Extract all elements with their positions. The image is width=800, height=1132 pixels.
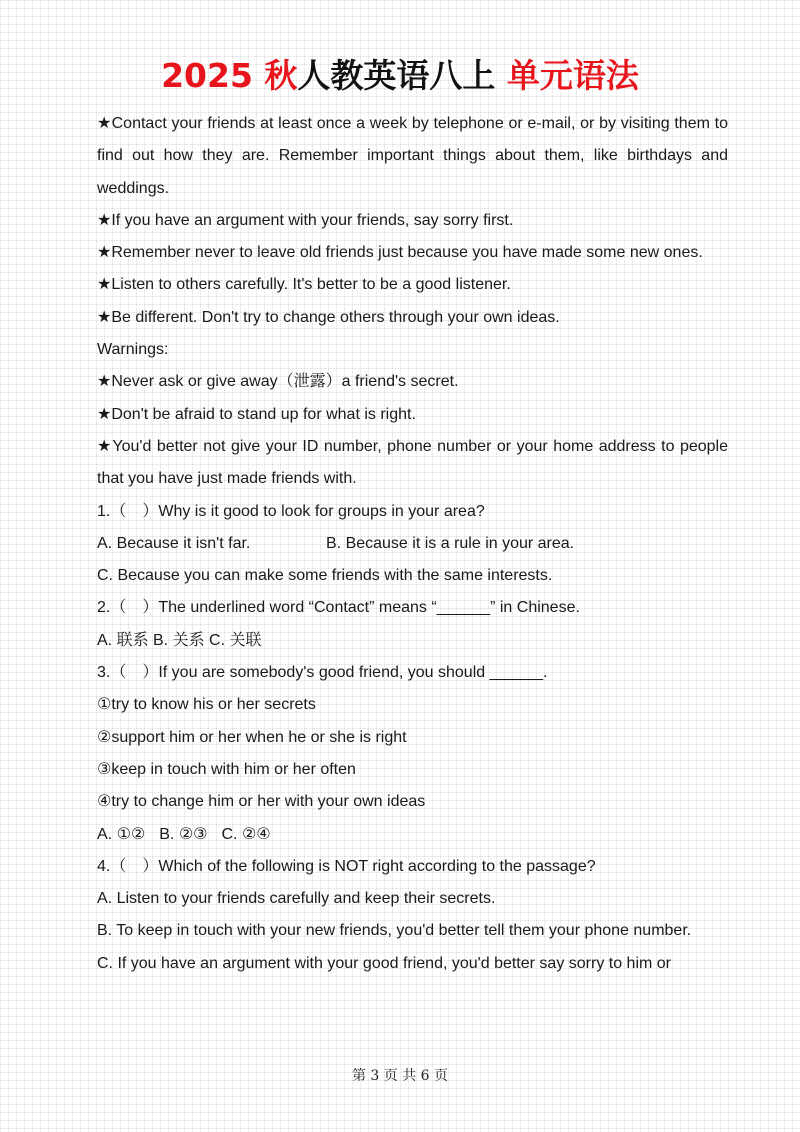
question-4-stem: 4.（ ）Which of the following is NOT right according to the passage? — [97, 857, 596, 875]
page-title — [0, 54, 800, 98]
tip-paragraph: ★Remember never to leave old friends just because you have made some new ones. — [97, 244, 703, 262]
tip-paragraph: ★Contact your friends at least once a week by telephone or e-mail, or by visiting them to find out how they are. Remember important things about them, like birthdays and weddings. — [97, 115, 728, 197]
warning-paragraph: ★Don't be afraid to stand up for what is right. — [97, 405, 416, 423]
question-4-option-c: C. If you have an argument with your good friend, you'd better say sorry to him or — [97, 954, 672, 972]
question-3-option-c: C. ②④ — [221, 825, 271, 843]
warning-paragraph: ★You'd better not give your ID number, phone number or your home address to people that you have just made friends with. — [97, 437, 728, 488]
question-1-option-b: B. Because it is a rule in your area. — [326, 534, 575, 552]
question-2-options: A. 联系 B. 关系 C. 关联 — [97, 631, 262, 649]
title-course: 人教英语八上 — [297, 56, 507, 95]
title-topic: 单元语法 — [506, 56, 639, 95]
warning-paragraph: ★Never ask or give away（泄露）a friend's secret. — [97, 373, 459, 391]
question-1-option-c: C. Because you can make some friends with the same interests. — [97, 567, 553, 585]
question-4-option-b: B. To keep in touch with your new friends, you'd better tell them your phone number. — [97, 922, 692, 940]
question-3-item: ④try to change him or her with your own ideas — [97, 793, 426, 811]
question-3-option-b: B. ②③ — [159, 825, 208, 843]
tip-paragraph: ★Listen to others carefully. It's better to be a good listener. — [97, 276, 511, 294]
question-1-stem: 1.（ ）Why is it good to look for groups in your area? — [97, 502, 485, 520]
question-3-item: ①try to know his or her secrets — [97, 696, 316, 714]
page-number: 第 3 页 共 6 页 — [351, 1068, 449, 1084]
warnings-heading: Warnings: — [97, 341, 169, 359]
question-1-option-a: A. Because it isn't far. — [97, 534, 251, 552]
tip-paragraph: ★If you have an argument with your friends, say sorry first. — [97, 211, 514, 229]
question-3-item: ③keep in touch with him or her often — [97, 760, 356, 778]
question-3-option-a: A. ①② — [97, 825, 146, 843]
tip-paragraph: ★Be different. Don't try to change others through your own ideas. — [97, 308, 560, 326]
question-3-stem: 3.（ ）If you are somebody's good friend, you should ______. — [97, 664, 548, 682]
document-body — [97, 108, 728, 980]
question-3-item: ②support him or her when he or she is right — [97, 728, 407, 746]
question-1-options-ab — [97, 528, 728, 560]
question-3-options — [97, 819, 728, 851]
question-2-stem: 2.（ ）The underlined word “Contact” means “______” in Chinese. — [97, 599, 580, 617]
question-4-option-a: A. Listen to your friends carefully and keep their secrets. — [97, 890, 496, 908]
title-year: 2025 秋 — [161, 56, 298, 95]
